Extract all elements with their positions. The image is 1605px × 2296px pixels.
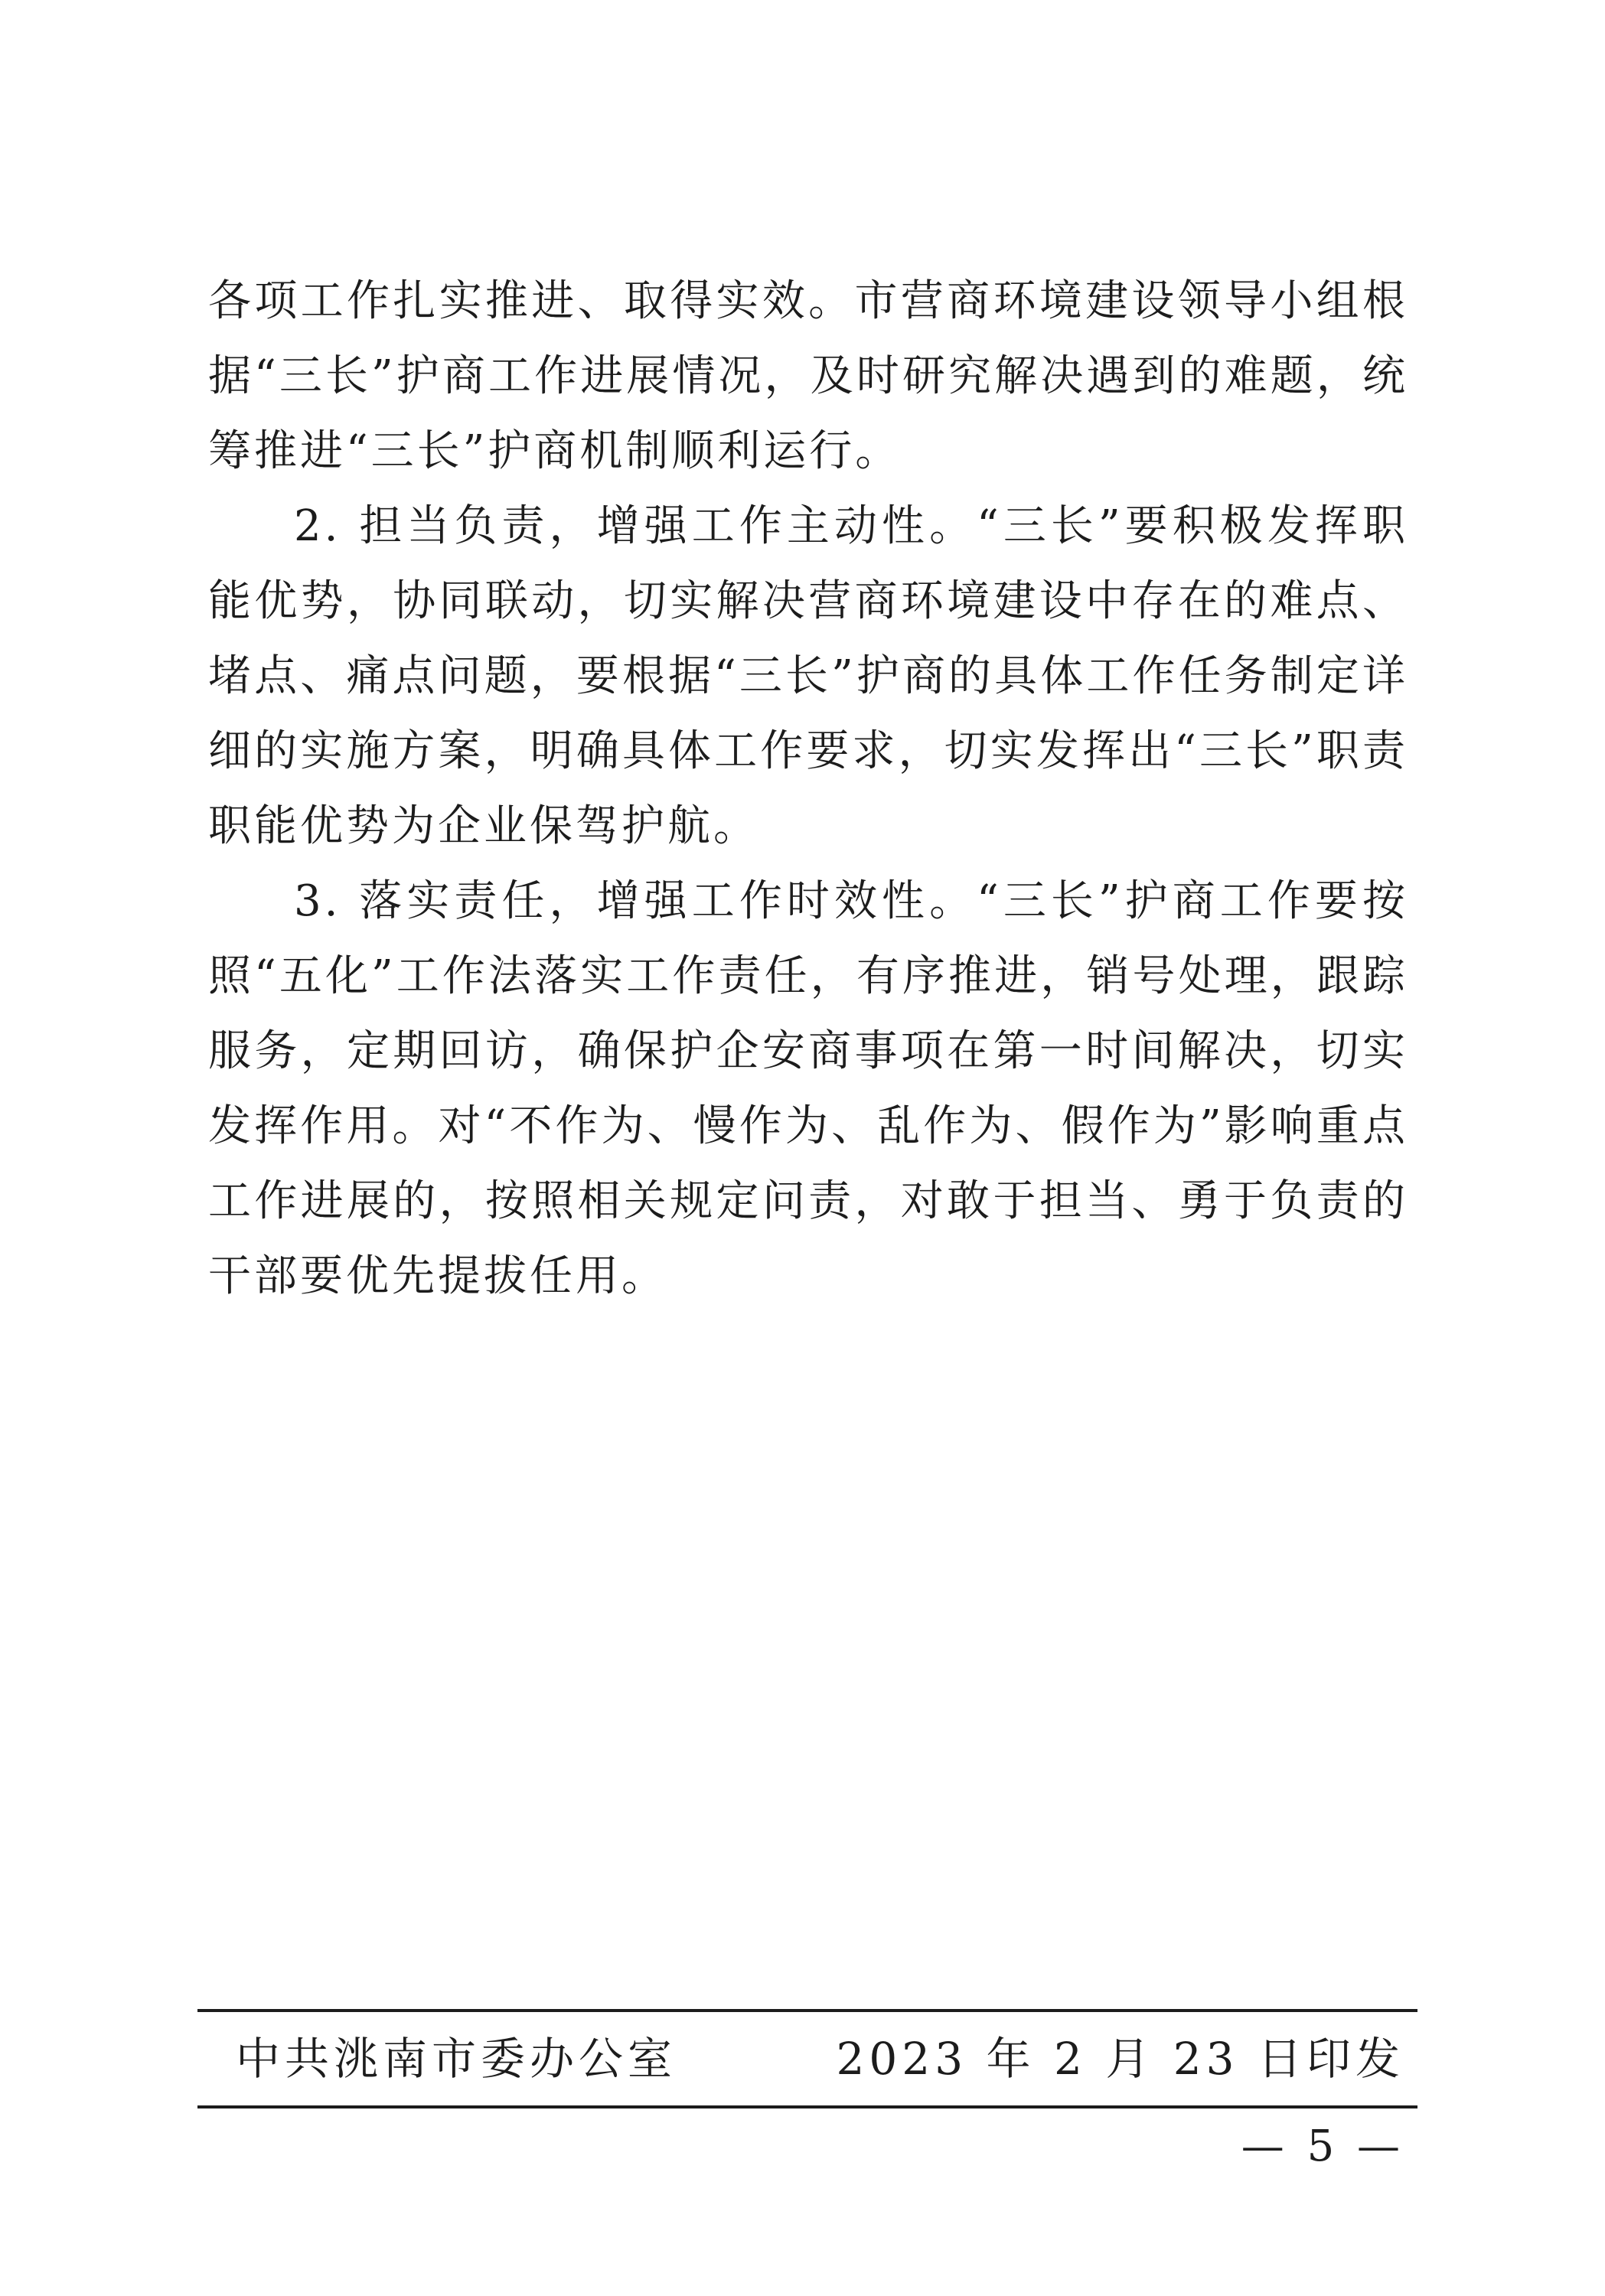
- paragraph-item-2: 2. 担当负责，增强工作主动性。“三长”要积极发挥职能优势，协同联动，切实解决营商环境建设中存在的难点、堵点、痛点问题，要根据“三长”护商的具体工作任务制定详细的实施方案，明确具体工作要求，切实发挥出“三长”职责职能优势为企业保驾护航。: [208, 501, 1408, 851]
- issuing-office: 中共洮南市委办公室: [236, 2033, 677, 2085]
- document-body: [208, 264, 1408, 1314]
- footer-top-rule: [197, 2009, 1417, 2012]
- page-number: — 5 —: [1241, 2122, 1404, 2171]
- issue-date: 2023 年 2 月 23 日印发: [836, 2033, 1404, 2085]
- paragraph-item-3: 3. 落实责任，增强工作时效性。“三长”护商工作要按照“五化”工作法落实工作责任，有序推进，销号处理，跟踪服务，定期回访，确保护企安商事项在第一时间解决，切实发挥作用。对“不作为、慢作为、乱作为、假作为”影响重点工作进展的，按照相关规定问责，对敢于担当、勇于负责的干部要优先提拔任用。: [208, 876, 1408, 1301]
- paragraph-continuation: 各项工作扎实推进、取得实效。市营商环境建设领导小组根据“三长”护商工作进展情况，及时研究解决遇到的难题，统筹推进“三长”护商机制顺利运行。: [208, 276, 1408, 476]
- footer-bottom-rule: [197, 2105, 1417, 2108]
